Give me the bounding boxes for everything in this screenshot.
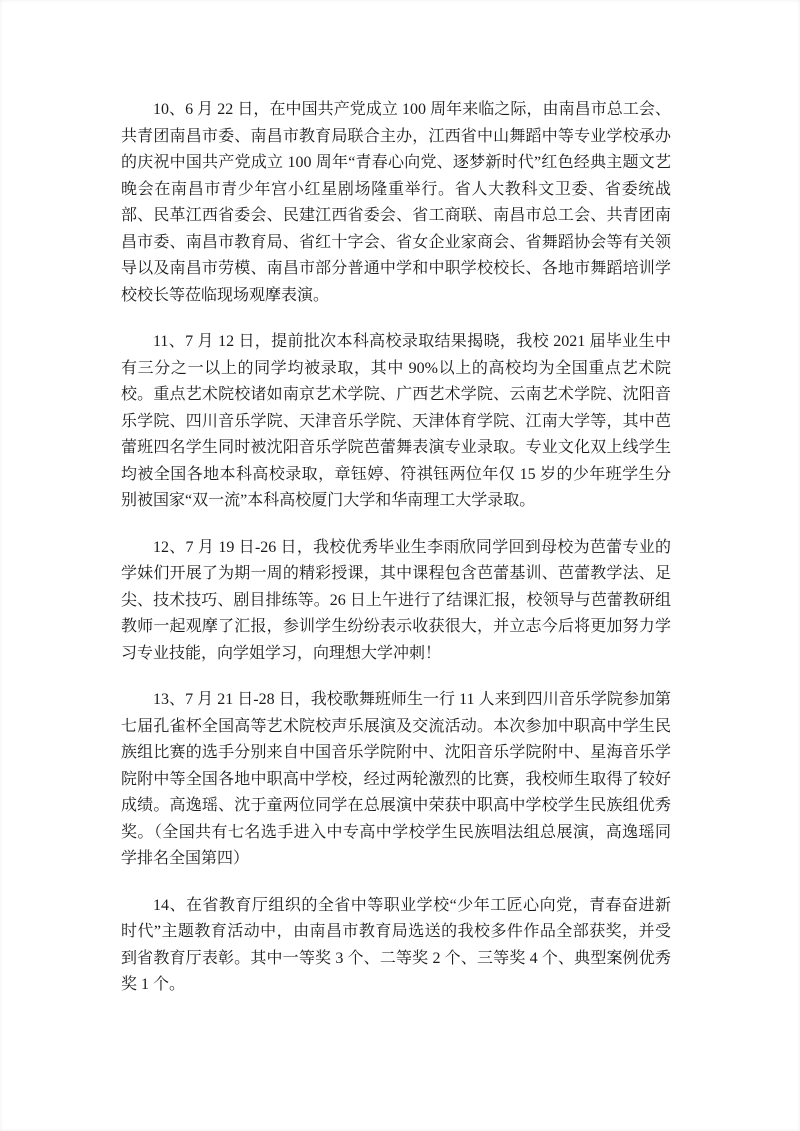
paragraph-item-12: 12、7 月 19 日-26 日，我校优秀毕业生李雨欣同学回到母校为芭蕾专业的学妹们开展了为期一周的精彩授课，其中课程包含芭蕾基训、芭蕾教学法、足尖、技术技巧、剧目排练等。26 日上午进行了结课汇报，校领导与芭蕾教研组教师一起观摩了汇报，参训学生纷纷表示收获很大，并立志今后将更加努力学习专业技能，向学姐学习，向理想大学冲刺！ bbox=[121, 538, 671, 662]
paragraph-item-13: 13、7 月 21 日-28 日，我校歌舞班师生一行 11 人来到四川音乐学院参加第七届孔雀杯全国高等艺术院校声乐展演及交流活动。本次参加中职高中学生民族组比赛的选手分别来自中国音乐学院附中、沈阳音乐学院附中、星海音乐学院附中等全国各地中职高中学校，经过两轮激烈的比赛，我校师生取得了较好成绩。高逸瑶、沈于童两位同学在总展演中荣获中职高中学校学生民族组优秀奖。（全国共有七名选手进入中专高中学校学生民族唱法组总展演，高逸瑶同学排名全国第四） bbox=[121, 691, 671, 867]
paragraph-item-11: 11、7 月 12 日，提前批次本科高校录取结果揭晓，我校 2021 届毕业生中有三分之一以上的同学均被录取，其中 90%以上的高校均为全国重点艺术院校。重点艺术院校诸如南京艺术学院、广西艺术学院、云南艺术学院、沈阳音乐学院、四川音乐学院、天津音乐学院、天津体育学院、江南大学等，其中芭蕾班四名学生同时被沈阳音乐学院芭蕾舞表演专业录取。专业文化双上线学生均被全国各地本科高校录取，章钰婷、符祺钰两位年仅 15 岁的少年班学生分别被国家“双一流”本科高校厦门大学和华南理工大学录取。 bbox=[121, 333, 671, 509]
paragraph-item-14: 14、在省教育厅组织的全省中等职业学校“少年工匠心向党，青春奋进新时代”主题教育活动中，由南昌市教育局选送的我校多件作品全部获奖，并受到省教育厅表彰。其中一等奖 3 个、二等奖 2 个、三等奖 4 个、典型案例优秀奖 1 个。 bbox=[121, 896, 671, 993]
paragraph-item-10: 10、6 月 22 日，在中国共产党成立 100 周年来临之际，由南昌市总工会、共青团南昌市委、南昌市教育局联合主办，江西省中山舞蹈中等专业学校承办的庆祝中国共产党成立 100 周年“青春心向党、逐梦新时代”红色经典主题文艺晚会在南昌市青少年宫小红星剧场隆重举行。省人大教科文卫委、省委统战部、民革江西省委会、民建江西省委会、省工商联、南昌市总工会、共青团南昌市委、南昌市教育局、省红十字会、省女企业家商会、省舞蹈协会等有关领导以及南昌市劳模、南昌市部分普通中学和中职学校校长、各地市舞蹈培训学校校长等莅临现场观摩表演。 bbox=[121, 101, 671, 304]
